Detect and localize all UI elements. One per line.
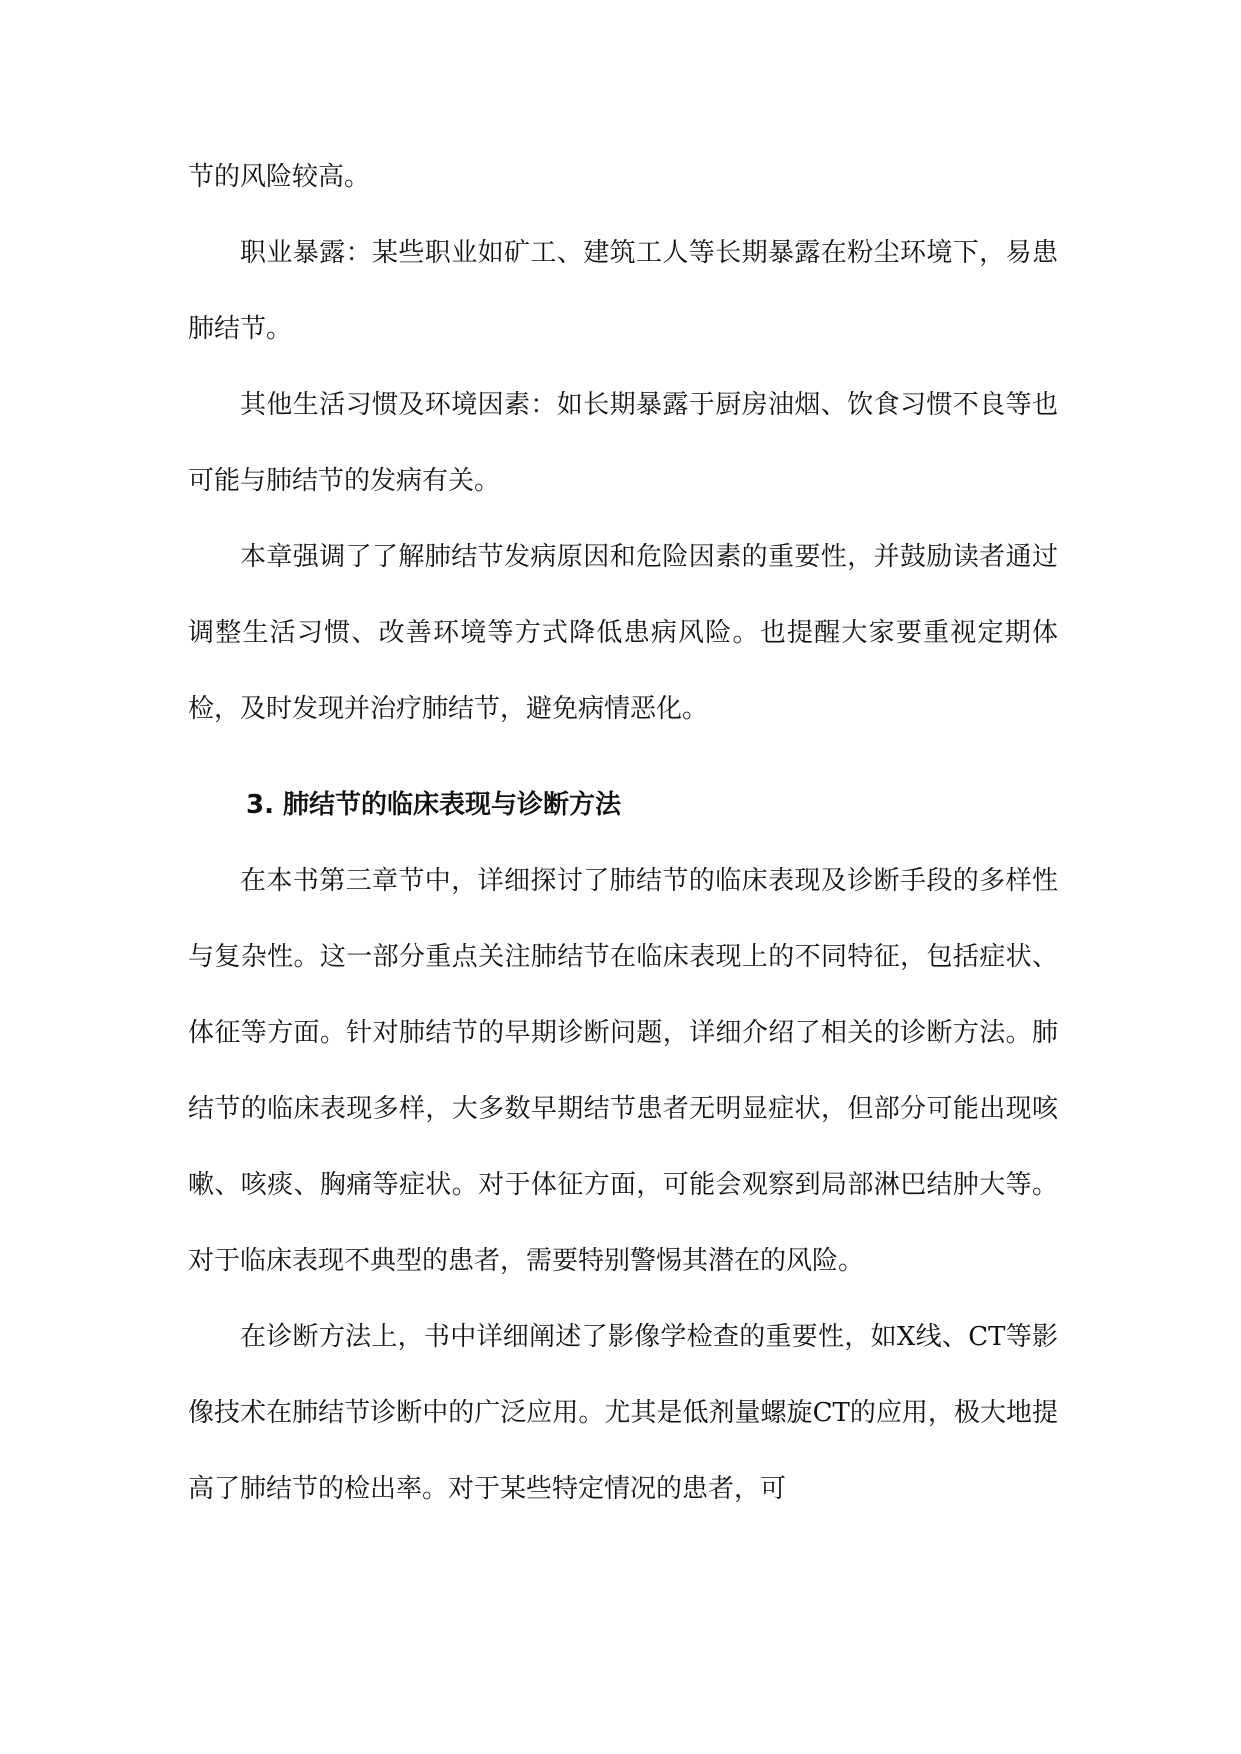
paragraph-clinical-manifestations: 在本书第三章节中，详细探讨了肺结节的临床表现及诊断手段的多样性与复杂性。这一部分重点关注肺结节在临床表现上的不同特征，包括症状、体征等方面。针对肺结节的早期诊断问题，详细介绍了相关的诊断方法。肺结节的临床表现多样，大多数早期结节患者无明显症状，但部分可能出现咳嗽、咳痰、胸痛等症状。对于体征方面，可能会观察到局部淋巴结肿大等。对于临床表现不典型的患者，需要特别警惕其潜在的风险。 <box>188 866 1058 1276</box>
paragraph-continuation: 节的风险较高。 <box>188 162 371 192</box>
section-heading: 3. 肺结节的临床表现与诊断方法 <box>246 790 622 820</box>
paragraph-chapter-summary: 本章强调了了解肺结节发病原因和危险因素的重要性，并鼓励读者通过调整生活习惯、改善环境等方式降低患病风险。也提醒大家要重视定期体检，及时发现并治疗肺结节，避免病情恶化。 <box>188 542 1058 724</box>
paragraph-diagnostic-methods: 在诊断方法上，书中详细阐述了影像学检查的重要性，如X线、CT等影像技术在肺结节诊断中的广泛应用。尤其是低剂量螺旋CT的应用，极大地提高了肺结节的检出率。对于某些特定情况的患者，可 <box>188 1322 1058 1504</box>
paragraph-lifestyle-factors: 其他生活习惯及环境因素：如长期暴露于厨房油烟、饮食习惯不良等也可能与肺结节的发病有关。 <box>188 390 1058 496</box>
page-content <box>188 139 1058 1527</box>
paragraph-occupational-exposure: 职业暴露：某些职业如矿工、建筑工人等长期暴露在粉尘环境下，易患肺结节。 <box>188 238 1058 344</box>
